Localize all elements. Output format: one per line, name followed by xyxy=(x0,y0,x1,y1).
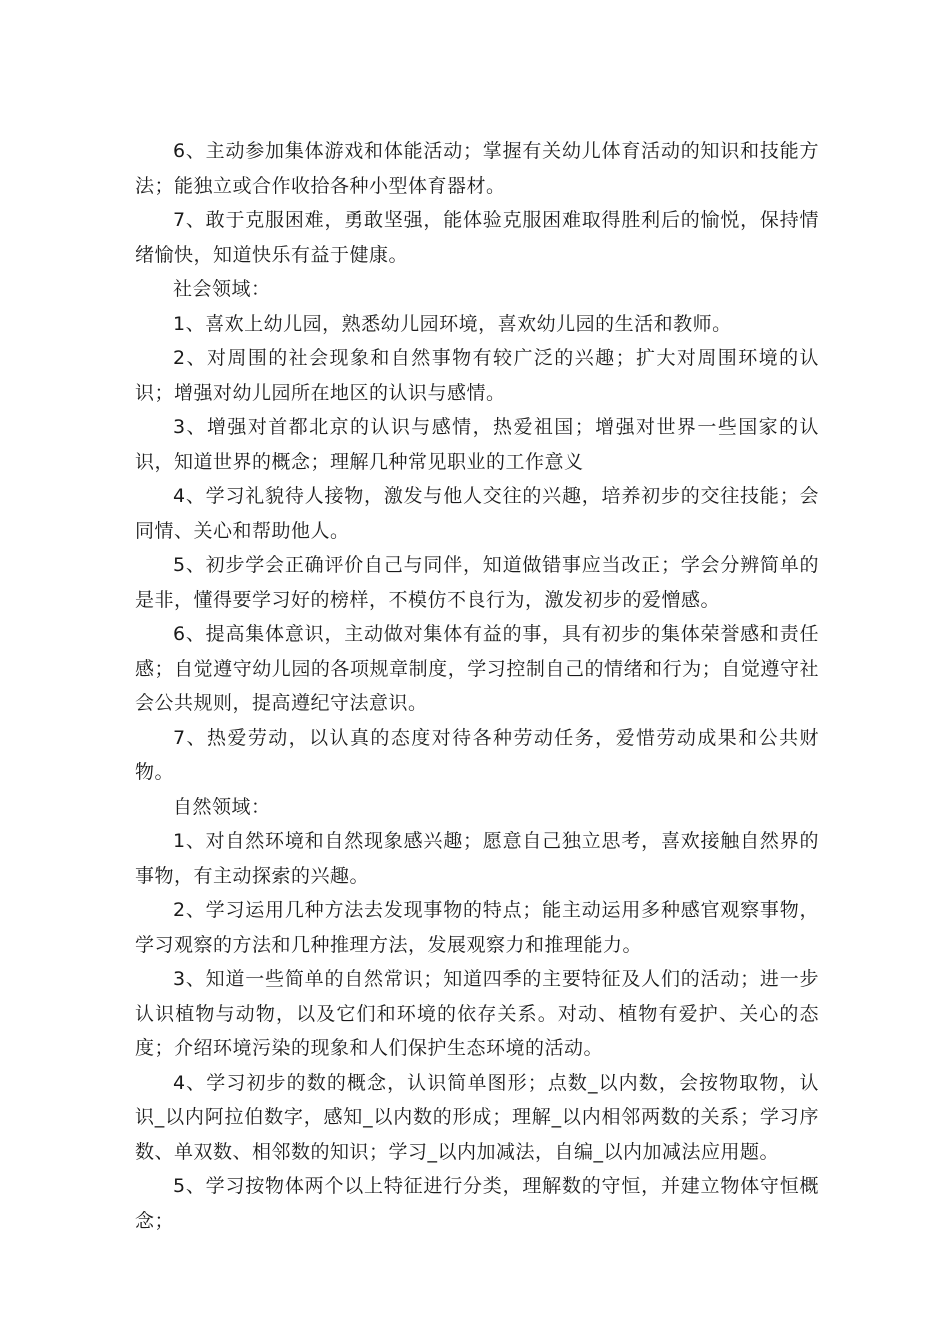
paragraph-nature-4: 4、学习初步的数的概念，认识简单图形；点数_以内数，会按物取物，认识_以内阿拉伯数字，感知_以内数的形成；理解_以内相邻两数的关系；学习序数、单双数、相邻数的知识；学习_以内加减法，自编_以内加减法应用题。 xyxy=(135,1071,819,1163)
paragraph-nature-1: 1、对自然环境和自然现象感兴趣；愿意自己独立思考，喜欢接触自然界的事物，有主动探索的兴趣。 xyxy=(135,830,819,887)
paragraph-social-6: 6、提高集体意识，主动做对集体有益的事，具有初步的集体荣誉感和责任感；自觉遵守幼儿园的各项规章制度，学习控制自己的情绪和行为；自觉遵守社会公共规则，提高遵纪守法意识。 xyxy=(135,623,819,714)
paragraph-social-2: 2、对周围的社会现象和自然事物有较广泛的兴趣；扩大对周围环境的认识；增强对幼儿园所在地区的认识与感情。 xyxy=(135,347,819,404)
paragraph-social-7: 7、热爱劳动，以认真的态度对待各种劳动任务，爱惜劳动成果和公共财物。 xyxy=(135,726,819,783)
document-body xyxy=(135,134,819,1238)
paragraph-social-3: 3、增强对首都北京的认识与感情，热爱祖国；增强对世界一些国家的认识，知道世界的概念；理解几种常见职业的工作意义 xyxy=(135,416,819,473)
section-heading-social: 社会领域： xyxy=(173,278,271,300)
section-heading-nature: 自然领域： xyxy=(173,795,271,818)
paragraph-health-7: 7、敢于克服困难，勇敢坚强，能体验克服困难取得胜利后的愉悦，保持情绪愉快，知道快乐有益于健康。 xyxy=(135,209,819,266)
paragraph-social-4: 4、学习礼貌待人接物，激发与他人交往的兴趣，培养初步的交往技能；会同情、关心和帮助他人。 xyxy=(135,485,819,542)
paragraph-nature-5: 5、学习按物体两个以上特征进行分类，理解数的守恒，并建立物体守恒概念； xyxy=(135,1175,819,1232)
paragraph-social-5: 5、初步学会正确评价自己与同伴，知道做错事应当改正；学会分辨简单的是非，懂得要学习好的榜样，不模仿不良行为，激发初步的爱憎感。 xyxy=(135,554,819,611)
paragraph-social-1: 1、喜欢上幼儿园，熟悉幼儿园环境，喜欢幼儿园的生活和教师。 xyxy=(173,312,732,335)
paragraph-nature-2: 2、学习运用几种方法去发现事物的特点；能主动运用多种感官观察事物，学习观察的方法和几种推理方法，发展观察力和推理能力。 xyxy=(135,899,819,956)
paragraph-health-6: 6、主动参加集体游戏和体能活动；掌握有关幼儿体育活动的知识和技能方法；能独立或合作收拾各种小型体育器材。 xyxy=(135,140,819,197)
paragraph-nature-3: 3、知道一些简单的自然常识；知道四季的主要特征及人们的活动；进一步认识植物与动物，以及它们和环境的依存关系。对动、植物有爱护、关心的态度；介绍环境污染的现象和人们保护生态环境的活动。 xyxy=(135,968,819,1059)
